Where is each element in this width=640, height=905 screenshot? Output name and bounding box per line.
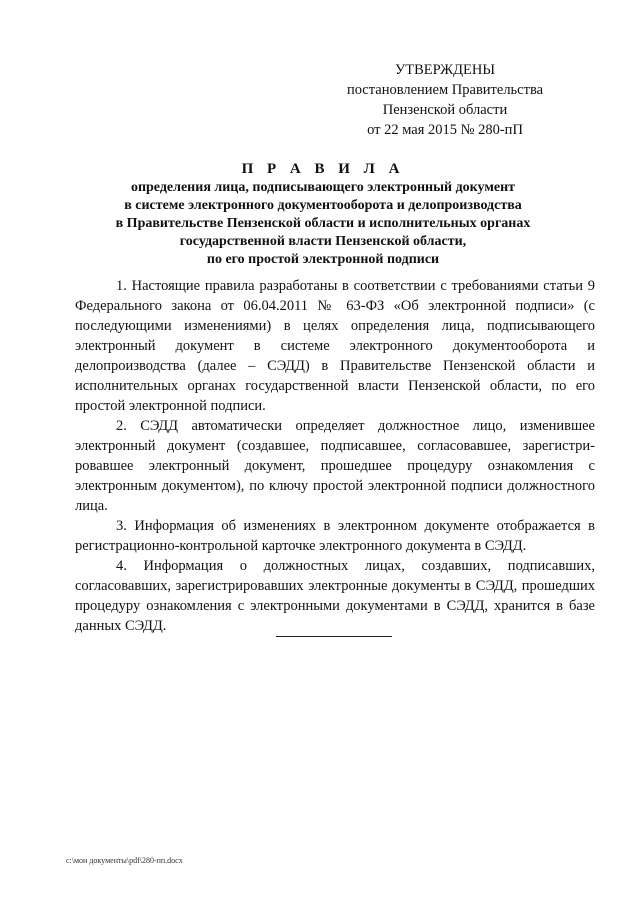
document-subtitle-line-1: определения лица, подписывающего электронный документ [130,180,516,195]
document-title: П Р А В И Л А [241,161,405,177]
document-subtitle-line-4: государственной власти Пензенской области, [179,234,467,249]
paragraph-3: 3. Информация об изменениях в электронном документе отображается в регистрационно-контрольной карточке электронного документа в СЭДД. [75,518,595,554]
document-subtitle-line-3: в Правительстве Пензенской области и исполнительных органах [115,216,531,231]
paragraph-1: 1. Настоящие правила разработаны в соответствии с требованиями статьи 9 Федерального закона от 06.04.2011 № 63-ФЗ «Об электронной подписи» (с последующими изменениями) в целях определения лица, подписывающего электронный документ в системе электронного документооборота и делопроизводства (далее – СЭДД) в Правительстве Пензенской области и исполнительных органах государственной власти Пензенской области, по его простой электронной подписи. [75,278,595,414]
approval-line-1: постановлением Правительства [346,82,544,98]
document-body [75,276,595,636]
document-title-block [70,160,576,269]
document-subtitle-line-2: в системе электронного документооборота и делопроизводства [124,198,522,213]
footer-file-path: c:\мои документы\pdf\280-пп.docx [66,856,183,865]
approval-block [330,60,560,140]
approval-line-2: Пензенской области [382,102,508,118]
approval-line-3: от 22 мая 2015 № 280-пП [367,122,523,138]
approval-heading: УТВЕРЖДЕНЫ [394,62,496,78]
paragraph-4: 4. Информация о должностных лицах, создавших, подписавших, согласовавших, зарегистрировавших электронные документы в СЭДД, прошедших процедуру ознакомления с электронными документами в СЭДД, хранится в базе данных СЭДД. [75,558,595,634]
document-subtitle-line-5: по его простой электронной подписи [206,252,440,267]
paragraph-2: 2. СЭДД автоматически определяет должностное лицо, изменившее электронный документ (создавшее, подписавшее, согласовавшее, зарегистрировавшее электронный документ, прошедшее процедуру ознакомления с электронным документом), по ключу простой электронной подписи должностного лица. [75,418,595,514]
end-separator-line [276,636,392,637]
